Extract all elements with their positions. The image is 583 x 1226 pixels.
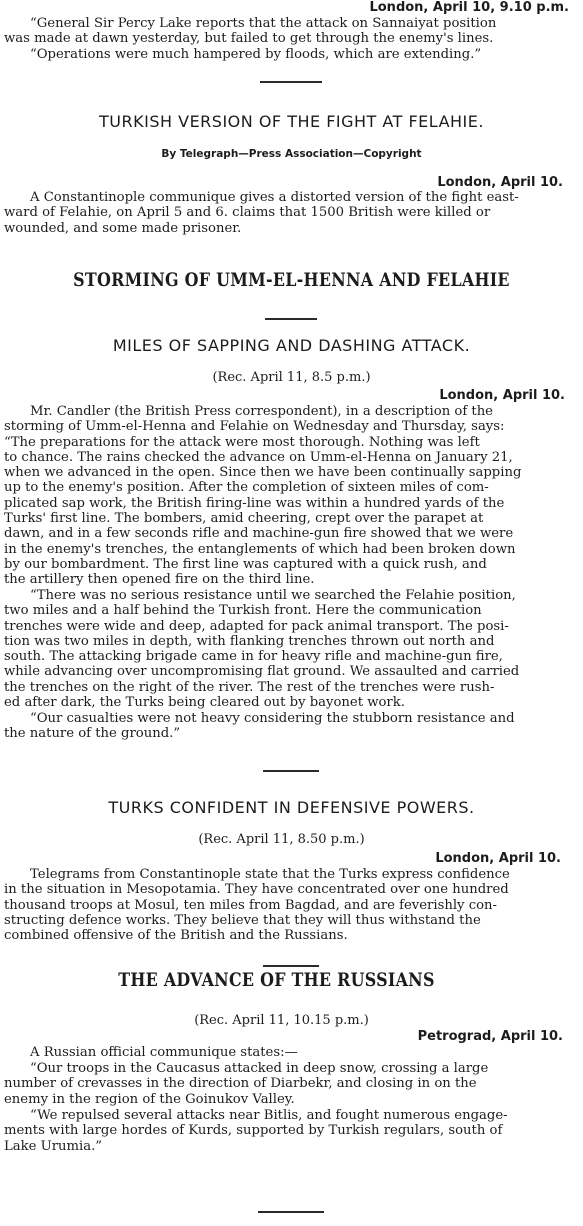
section-divider	[265, 318, 317, 320]
text-line: plicated sap work, the British firing-line was within a hundred yards of the	[4, 495, 505, 511]
dateline-london-storming: London, April 10.	[439, 388, 565, 403]
text-line: A Russian official communique states:—	[30, 1045, 298, 1060]
text-line: tion was two miles in depth, with flanking trenches thrown out north and	[4, 633, 495, 649]
text-line: storming of Umm-el-Henna and Felahie on Wednesday and Thursday, says:	[4, 419, 505, 435]
top-paragraph	[4, 16, 580, 62]
text-line: the nature of the ground.”	[4, 726, 181, 742]
text-line: thousand troops at Mosul, ten miles from Bagdad, and are feverishly con-	[4, 897, 497, 913]
text-line: trenches were wide and deep, adapted for pack animal transport. The posi-	[4, 618, 509, 634]
storming-paragraph-2	[4, 588, 580, 710]
storming-paragraph-3	[4, 711, 580, 742]
byline-press-association: By Telegraph—Press Association—Copyright	[161, 148, 422, 160]
text-line: in the situation in Mesopotamia. They have concentrated over one hundred	[4, 882, 509, 898]
text-line: up to the enemy's position. After the completion of sixteen miles of com-	[4, 480, 489, 496]
received-time-confident: (Rec. April 11, 8.50 p.m.)	[198, 832, 365, 847]
text-line: Mr. Candler (the British Press correspondent), in a description of the	[30, 404, 493, 419]
text-line: Lake Urumia.”	[4, 1138, 103, 1154]
text-line: the artillery then opened fire on the third line.	[4, 572, 315, 588]
text-line: ward of Felahie, on April 5 and 6. claims that 1500 British were killed or	[4, 205, 491, 221]
text-line: combined offensive of the British and the Russians.	[4, 928, 348, 944]
heading-storming: STORMING OF UMM-EL-HENNA AND FELAHIE	[73, 270, 510, 291]
received-time-russians: (Rec. April 11, 10.15 p.m.)	[194, 1013, 369, 1028]
text-line: by our bombardment. The first line was captured with a quick rush, and	[4, 556, 487, 572]
section-divider	[263, 770, 319, 772]
russians-paragraph-1	[4, 1061, 580, 1107]
russians-intro	[4, 1045, 580, 1060]
text-line: when we advanced in the open. Since then we have been continually sapping	[4, 465, 522, 481]
text-line: ed after dark, the Turks being cleared out by bayonet work.	[4, 695, 405, 711]
confident-paragraph	[4, 867, 580, 943]
text-line: enemy in the region of the Goinukov Valley.	[4, 1091, 295, 1107]
text-line: while advancing over uncompromising flat ground. We assaulted and carried	[4, 664, 520, 680]
text-line: to chance. The rains checked the advance on Umm-el-Henna on January 21,	[4, 449, 513, 465]
storming-paragraph-1	[4, 404, 580, 588]
text-line: dawn, and in a few seconds rifle and machine-gun fire showed that we were	[4, 526, 514, 542]
text-line: Telegrams from Constantinople state that the Turks express confidence	[30, 867, 510, 882]
heading-advance-russians: THE ADVANCE OF THE RUSSIANS	[118, 970, 435, 991]
text-line: in the enemy's trenches, the entanglements of which had been broken down	[4, 541, 516, 557]
text-line: Turks' first line. The bombers, amid cheering, crept over the parapet at	[4, 511, 484, 527]
text-line: south. The attacking brigade came in for heavy rifle and machine-gun fire,	[4, 649, 503, 665]
text-line: “Our casualties were not heavy considering the stubborn resistance and	[30, 711, 515, 726]
text-line: A Constantinople communique gives a distorted version of the fight east-	[30, 190, 519, 205]
section-divider	[258, 1211, 324, 1213]
text-line: two miles and a half behind the Turkish front. Here the communication	[4, 603, 482, 619]
text-line: structing defence works. They believe that they will thus withstand the	[4, 912, 481, 928]
text-line: “The preparations for the attack were most thorough. Nothing was left	[4, 434, 480, 450]
text-line: number of crevasses in the direction of Diarbekr, and closing in on the	[4, 1076, 477, 1092]
section-divider	[263, 965, 319, 967]
text-line: wounded, and some made prisoner.	[4, 220, 242, 236]
dateline-petrograd: Petrograd, April 10.	[417, 1029, 563, 1044]
dateline-london-910: London, April 10, 9.10 p.m.	[369, 0, 569, 15]
text-line: “Operations were much hampered by floods, which are extending.”	[30, 46, 482, 62]
text-line: “There was no serious resistance until we searched the Felahie position,	[30, 588, 516, 603]
text-line: “Our troops in the Caucasus attacked in deep snow, crossing a large	[30, 1061, 489, 1076]
turkish-paragraph	[4, 190, 580, 236]
text-line: the trenches on the right of the river. The rest of the trenches were rush-	[4, 679, 495, 695]
dateline-london-confident: London, April 10.	[435, 851, 561, 866]
russians-paragraph-2	[4, 1108, 580, 1154]
heading-miles-of-sapping: MILES OF SAPPING AND DASHING ATTACK.	[112, 336, 471, 355]
text-line: “General Sir Percy Lake reports that the attack on Sannaiyat position	[30, 16, 497, 31]
text-line: was made at dawn yesterday, but failed to get through the enemy's lines.	[4, 31, 494, 47]
received-time-storming: (Rec. April 11, 8.5 p.m.)	[212, 370, 371, 385]
text-line: ments with large hordes of Kurds, supported by Turkish regulars, south of	[4, 1123, 503, 1139]
text-line: “We repulsed several attacks near Bitlis, and fought numerous engage-	[30, 1108, 508, 1123]
heading-turks-confident: TURKS CONFIDENT IN DEFENSIVE POWERS.	[108, 798, 475, 817]
heading-turkish-version: TURKISH VERSION OF THE FIGHT AT FELAHIE.	[99, 112, 484, 131]
dateline-london-turkish: London, April 10.	[437, 175, 563, 190]
section-divider	[260, 81, 322, 83]
